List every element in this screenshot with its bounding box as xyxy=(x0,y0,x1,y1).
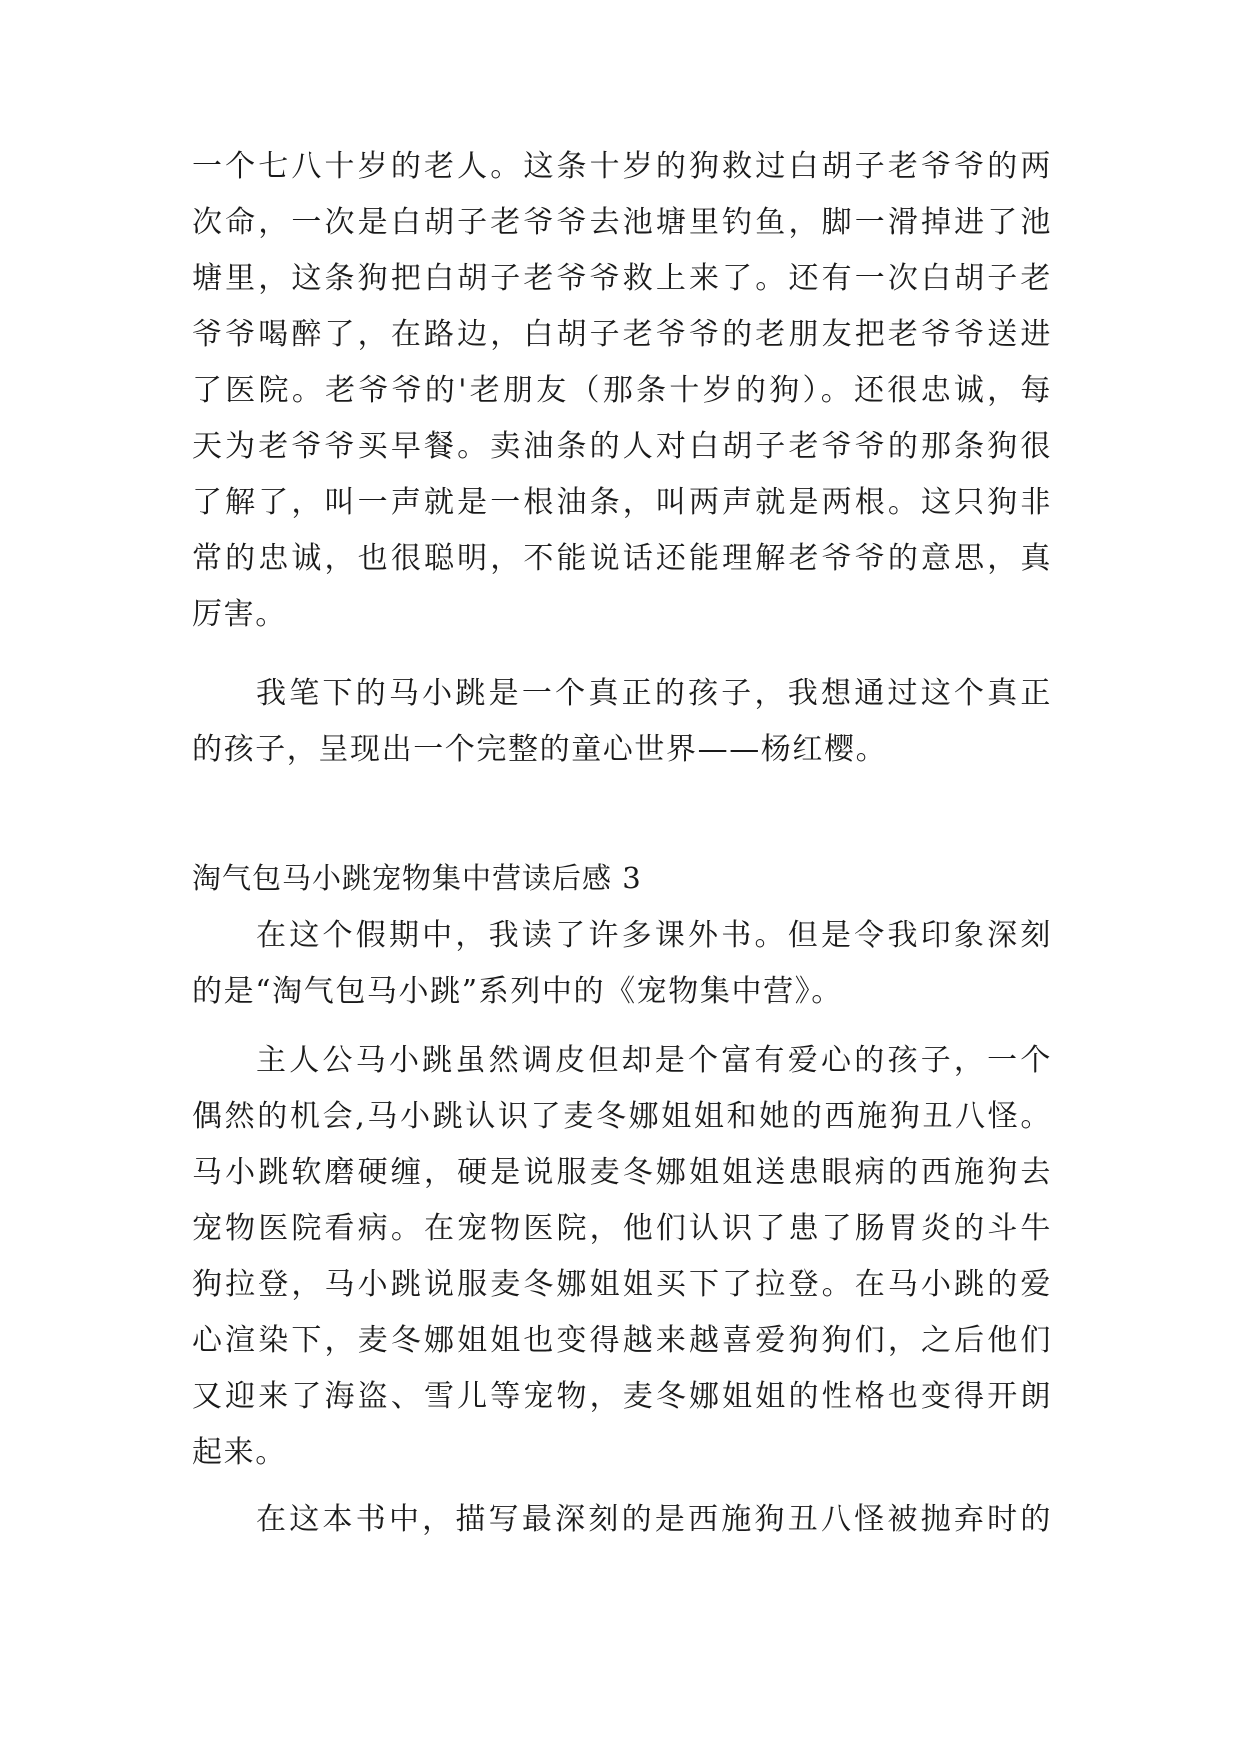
text-line: 宠物医院看病。在宠物医院，他们认识了患了肠胃炎的斗牛 xyxy=(192,1211,1052,1246)
text-line: 在这个假期中，我读了许多课外书。但是令我印象深刻 xyxy=(256,918,1052,953)
text-line: 心渲染下，麦冬娜姐姐也变得越来越喜爱狗狗们，之后他们 xyxy=(192,1323,1052,1358)
text-line: 在这本书中，描写最深刻的是西施狗丑八怪被抛弃时的 xyxy=(256,1502,1052,1537)
text-line: 马小跳软磨硬缠，硬是说服麦冬娜姐姐送患眼病的西施狗去 xyxy=(192,1155,1052,1190)
text-line: 一个七八十岁的老人。这条十岁的狗救过白胡子老爷爷的两 xyxy=(192,149,1052,184)
text-line: 了解了，叫一声就是一根油条，叫两声就是两根。这只狗非 xyxy=(192,485,1052,520)
text-line: 的是“淘气包马小跳”系列中的《宠物集中营》。 xyxy=(192,974,843,1009)
text-line: 爷爷喝醉了，在路边，白胡子老爷爷的老朋友把老爷爷送进 xyxy=(192,317,1052,352)
text-line: 厉害。 xyxy=(192,597,287,632)
text-line: 的孩子，呈现出一个完整的童心世界——杨红樱。 xyxy=(192,732,888,767)
section-heading: 淘气包马小跳宠物集中营读后感 3 xyxy=(192,861,642,895)
text-line: 了医院。老爷爷的'老朋友（那条十岁的狗）。还很忠诚，每 xyxy=(192,373,1052,408)
text-line: 我笔下的马小跳是一个真正的孩子，我想通过这个真正 xyxy=(256,676,1052,711)
text-line: 起来。 xyxy=(192,1435,287,1470)
text-line: 常的忠诚，也很聪明，不能说话还能理解老爷爷的意思，真 xyxy=(192,541,1052,576)
text-line: 天为老爷爷买早餐。卖油条的人对白胡子老爷爷的那条狗很 xyxy=(192,429,1052,464)
text-line: 又迎来了海盗、雪儿等宠物，麦冬娜姐姐的性格也变得开朗 xyxy=(192,1379,1052,1414)
text-line: 塘里，这条狗把白胡子老爷爷救上来了。还有一次白胡子老 xyxy=(192,261,1052,296)
text-line: 主人公马小跳虽然调皮但却是个富有爱心的孩子，一个 xyxy=(256,1043,1052,1078)
text-line: 次命，一次是白胡子老爷爷去池塘里钓鱼，脚一滑掉进了池 xyxy=(192,205,1052,240)
text-line: 偶然的机会,马小跳认识了麦冬娜姐姐和她的西施狗丑八怪。 xyxy=(192,1099,1052,1134)
text-line: 狗拉登，马小跳说服麦冬娜姐姐买下了拉登。在马小跳的爱 xyxy=(192,1267,1052,1302)
